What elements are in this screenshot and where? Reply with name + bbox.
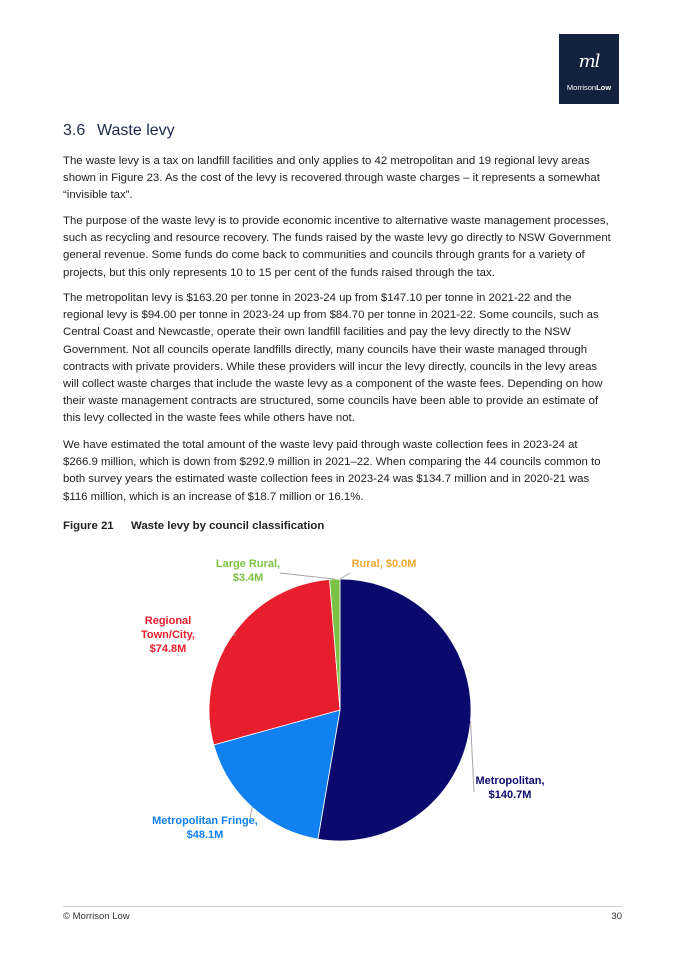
paragraph-levy-rates: The metropolitan levy is $163.20 per tonne in 2023-24 up from $147.10 per tonne in 2021-22 and the regional levy is $94.00 per tonne in 2023-24 up from $84.70 per tonne in 2021-22. Some councils, such as Central Coast and Newcastle, operate their own landfill facilities and pay the levy directly to the NSW Government. Not all councils operate landfills directly, many councils have their waste managed through contracts with private providers. While these providers will incur the levy directly, councils in the levy areas will collect waste charges that include the waste levy as a component of the waste fees. Depending on how their waste management contracts are structured, some councils have been able to provide an estimate of this levy collected in the waste fees while others have not. xyxy=(63,292,603,425)
slice-label-large-rural: Large Rural, $3.4M xyxy=(215,558,281,584)
page-number: 30 xyxy=(611,911,622,922)
footer-divider xyxy=(63,906,622,907)
leader-line-large-rural xyxy=(280,573,335,579)
pie-chart xyxy=(0,540,675,870)
leader-line-rural xyxy=(340,573,350,579)
logo-brand-bold: Low xyxy=(596,83,612,92)
slice-label-regional-town-city: Regional Town/City, $74.8M xyxy=(141,615,195,655)
paragraph-estimate: We have estimated the total amount of the waste levy paid through waste collection fees in 2023-24 at $266.9 million, which is down from $292.9 million in 2021–22. When comparing the 44 councils common to both survey years the estimated waste collection fees in 2023-24 was $134.7 million and in 2020-21 was $116 million, which is an increase of $18.7 million or 16.1%. xyxy=(63,439,601,503)
footer-copyright: © Morrison Low xyxy=(63,911,130,922)
paragraph-purpose: The purpose of the waste levy is to provide economic incentive to alternative waste management processes, such as recycling and resource recovery. The funds raised by the waste levy go directly to NSW Government general revenue. Some funds do come back to communities and councils through grants for a variety of projects, but this only represents 10 to 15 per cent of the funds raised through the tax. xyxy=(63,215,611,279)
logo-brand-plain: Morrison xyxy=(566,83,597,92)
paragraph-intro: The waste levy is a tax on landfill facilities and only applies to 42 metropolitan and 19 regional levy areas shown in Figure 23. As the cost of the levy is recovered through waste charges – it represents a somewhat “invisible tax”. xyxy=(63,155,600,202)
section-number: 3.6 xyxy=(63,122,86,139)
morrison-low-logo xyxy=(559,34,619,104)
slice-label-rural: Rural, $0.0M xyxy=(351,558,417,570)
section-heading xyxy=(63,121,175,141)
slice-label-metropolitan-fringe: Metropolitan Fringe, $48.1M xyxy=(152,815,258,841)
figure-number: Figure 21 xyxy=(63,520,114,532)
figure-title: Waste levy by council classification xyxy=(131,520,325,532)
logo-mark: ml xyxy=(578,51,600,72)
section-title: Waste levy xyxy=(97,122,175,139)
pie-slices xyxy=(209,579,471,841)
leader-line-metropolitan xyxy=(471,721,474,792)
logo-wordmark xyxy=(559,83,619,92)
pie-slice-metropolitan xyxy=(318,579,471,841)
slice-label-metropolitan: Metropolitan, $140.7M xyxy=(475,775,545,801)
figure-caption xyxy=(63,519,324,534)
